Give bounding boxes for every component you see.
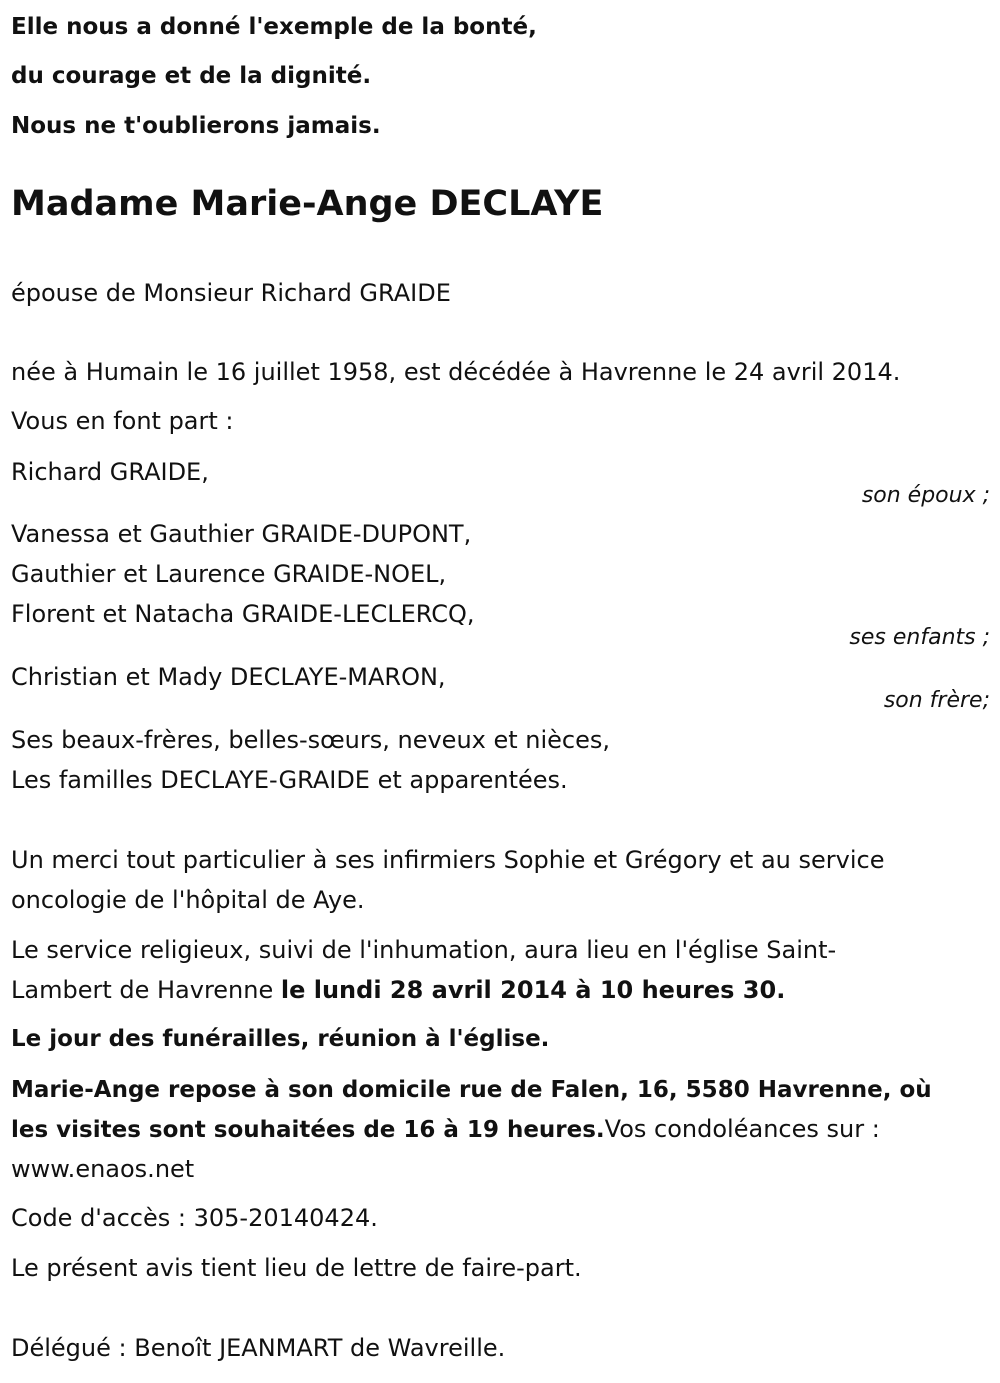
husband-role: son époux ;	[861, 483, 990, 508]
relatives-line-2: Les familles DECLAYE-GRAIDE et apparentées.	[11, 766, 568, 794]
child-line-2: Gauthier et Laurence GRAIDE-NOEL,	[11, 560, 447, 588]
notice-line: Le présent avis tient lieu de lettre de faire-part.	[11, 1254, 582, 1282]
meeting-line: Le jour des funérailles, réunion à l'église.	[11, 1026, 550, 1052]
service-line-2	[11, 975, 785, 1005]
announce-line: Vous en font part :	[11, 407, 234, 435]
thanks-line-1: Un merci tout particulier à ses infirmiers Sophie et Grégory et au service	[11, 846, 885, 874]
thanks-line-2: oncologie de l'hôpital de Aye.	[11, 886, 365, 914]
brother-role: son frère;	[883, 688, 990, 713]
visit-line-2	[11, 1114, 880, 1145]
birth-death-line: née à Humain le 16 juillet 1958, est décédée à Havrenne le 24 avril 2014.	[11, 358, 901, 386]
visit-hours: les visites sont souhaitées de 16 à 19 heures.	[11, 1117, 605, 1143]
epitaph-line-1: Elle nous a donné l'exemple de la bonté,	[11, 14, 537, 40]
children-role: ses enfants ;	[849, 625, 990, 650]
husband-name: Richard GRAIDE,	[11, 458, 209, 486]
brother-name: Christian et Mady DECLAYE-MARON,	[11, 663, 446, 691]
service-date: le lundi 28 avril 2014 à 10 heures 30.	[280, 976, 786, 1004]
service-line-1: Le service religieux, suivi de l'inhumation, aura lieu en l'église Saint-	[11, 936, 837, 964]
child-line-1: Vanessa et Gauthier GRAIDE-DUPONT,	[11, 520, 472, 548]
visit-line-1: Marie-Ange repose à son domicile rue de Falen, 16, 5580 Havrenne, où	[11, 1077, 932, 1103]
service-place: Lambert de Havrenne	[11, 976, 281, 1004]
condolences-website: www.enaos.net	[11, 1155, 195, 1183]
access-code: Code d'accès : 305-20140424.	[11, 1204, 378, 1232]
spouse-line: épouse de Monsieur Richard GRAIDE	[11, 279, 451, 307]
child-line-3: Florent et Natacha GRAIDE-LECLERCQ,	[11, 600, 475, 628]
condolences-label: Vos condoléances sur :	[604, 1115, 880, 1143]
relatives-line-1: Ses beaux-frères, belles-sœurs, neveux et nièces,	[11, 726, 611, 754]
epitaph-line-2: du courage et de la dignité.	[11, 63, 372, 89]
delegate-line: Délégué : Benoît JEANMART de Wavreille.	[11, 1334, 506, 1362]
epitaph-line-3: Nous ne t'oublierons jamais.	[11, 113, 381, 139]
deceased-name: Madame Marie-Ange DECLAYE	[11, 184, 604, 224]
